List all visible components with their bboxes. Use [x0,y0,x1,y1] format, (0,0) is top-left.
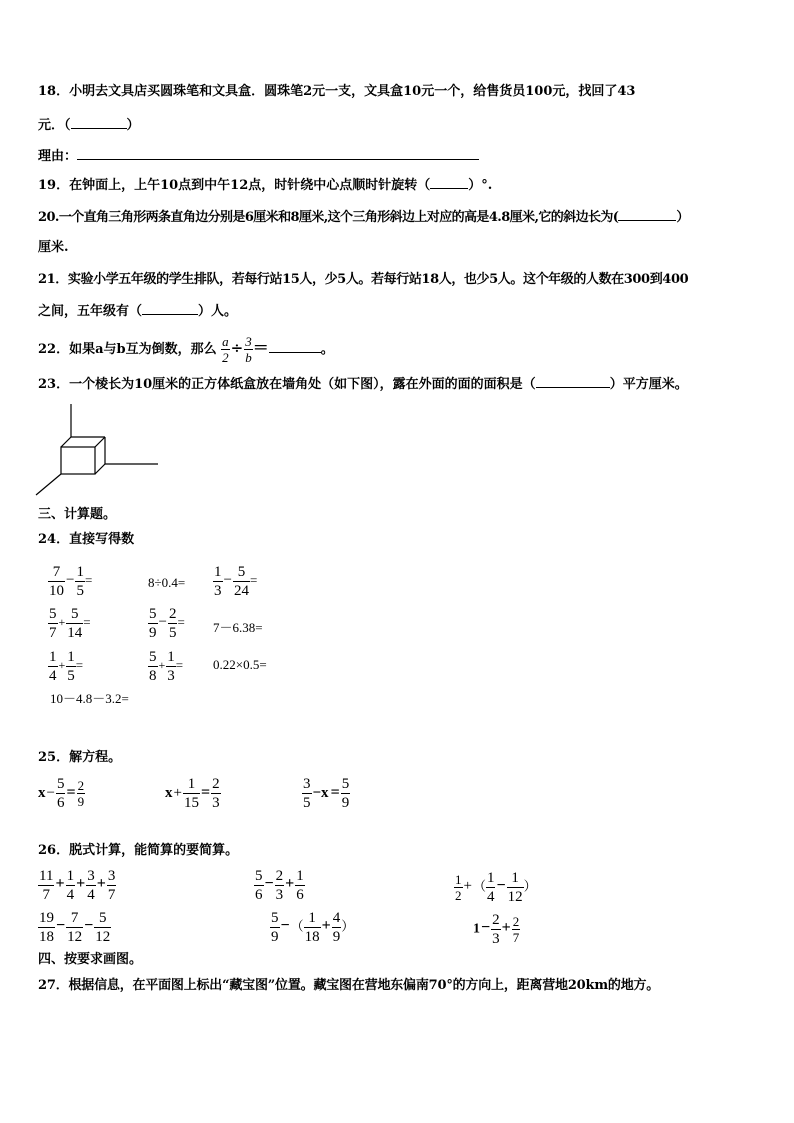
answer-blank[interactable] [536,374,610,388]
calc-item: $\frac{5}{8}$ + $\frac{1}{3}$ = [149,649,184,684]
answer-blank[interactable] [71,115,127,129]
expr-1: $\frac{11}{7}$ + $\frac{1}{4}$ + $\frac{3}{4}$ + $\frac{3}{7}$ [39,868,116,903]
fraction: $\frac{3}{b}$ [245,334,252,365]
q18-reason: 理由： [38,146,479,166]
section-3-heading: 三、计算题。 [38,507,117,522]
q27: 27．根据信息，在平面图上标出“藏宝图”位置。藏宝图在营地东偏南70°的方向上，距离营地20km的地方。 [38,978,660,993]
q26-title: 26．脱式计算，能简算的要简算。 [38,843,239,858]
q21-line2: 之间，五年级有（ ）人。 [38,301,237,321]
q20-line2: 厘米. [38,240,69,255]
calc-item: $\frac{7}{10}$ − $\frac{1}{5}$ = [49,564,93,599]
answer-blank[interactable] [430,175,468,189]
equation-1: x− $\frac{5}{6}$ = $\frac{2}{9}$ [38,776,85,811]
fraction: $\frac{a}{2}$ [222,334,229,365]
answer-blank[interactable] [618,207,676,221]
expr-5: $\frac{5}{9}$ −（ $\frac{1}{18}$ + $\frac{4}{9}$ ） [271,910,355,945]
expr-4: $\frac{19}{18}$ − $\frac{7}{12}$ − $\frac{5}{12}$ [39,910,111,945]
answer-blank[interactable] [269,339,321,353]
calc-item: $\frac{1}{3}$ − $\frac{5}{24}$ = [214,564,258,599]
calc-item: 0.22×0.5= [213,657,267,672]
q20-line1: 20.一个直角三角形两条直角边分别是6厘米和8厘米,这个三角形斜边上对应的高是4.8厘米,它的斜边长为( ） [38,207,689,227]
q24-title: 24．直接写得数 [38,532,135,547]
q18-line1: 18．小明去文具店买圆珠笔和文具盒．圆珠笔2元一支，文具盒10元一个，给售货员100元，找回了43 [38,84,636,99]
q18-line2: 元．（ ） [38,115,140,135]
calc-item: $\frac{1}{4}$ + $\frac{1}{5}$ = [49,649,84,684]
calc-item: $\frac{5}{7}$ + $\frac{5}{14}$ = [49,606,91,641]
expr-2: $\frac{5}{6}$ − $\frac{2}{3}$ + $\frac{1}{6}$ [255,868,304,903]
cube-corner-figure [30,400,170,500]
calc-item: 7－6.38= [213,620,263,635]
section-4-heading: 四、按要求画图。 [38,952,143,967]
equation-2: x+ $\frac{1}{15}$ = $\frac{2}{3}$ [165,776,220,811]
equation-3: $\frac{3}{5}$ −x = $\frac{5}{9}$ [303,776,350,811]
calc-item: $\frac{5}{9}$ − $\frac{2}{5}$ = [149,606,185,641]
calc-item: 8÷0.4= [148,575,186,590]
answer-blank[interactable] [142,301,198,315]
q22: 22．如果a与b互为倒数，那么 $\frac{a}{2}$ ÷ $\frac{3}{b}$ ＝ 。 [38,334,334,365]
q25-title: 25．解方程。 [38,750,122,765]
q23: 23．一个棱长为10厘米的正方体纸盒放在墙角处（如下图），露在外面的面的面积是（ ）平方厘米。 [38,374,688,394]
reason-blank[interactable] [77,146,479,160]
expr-6: 1− $\frac{2}{3}$ + $\frac{2}{7}$ [473,912,520,947]
q21-line1: 21．实验小学五年级的学生排队，若每行站15人，少5人。若每行站18人，也少5人。这个年级的人数在300到400 [38,272,689,287]
q19: 19．在钟面上，上午10点到中午12点，时针绕中心点顺时针旋转（ ）°. [38,175,492,195]
calc-item: 10－4.8－3.2= [50,691,129,706]
expr-3: $\frac{1}{2}$ +（ $\frac{1}{4}$ − $\frac{1}{12}$ ） [455,870,537,905]
